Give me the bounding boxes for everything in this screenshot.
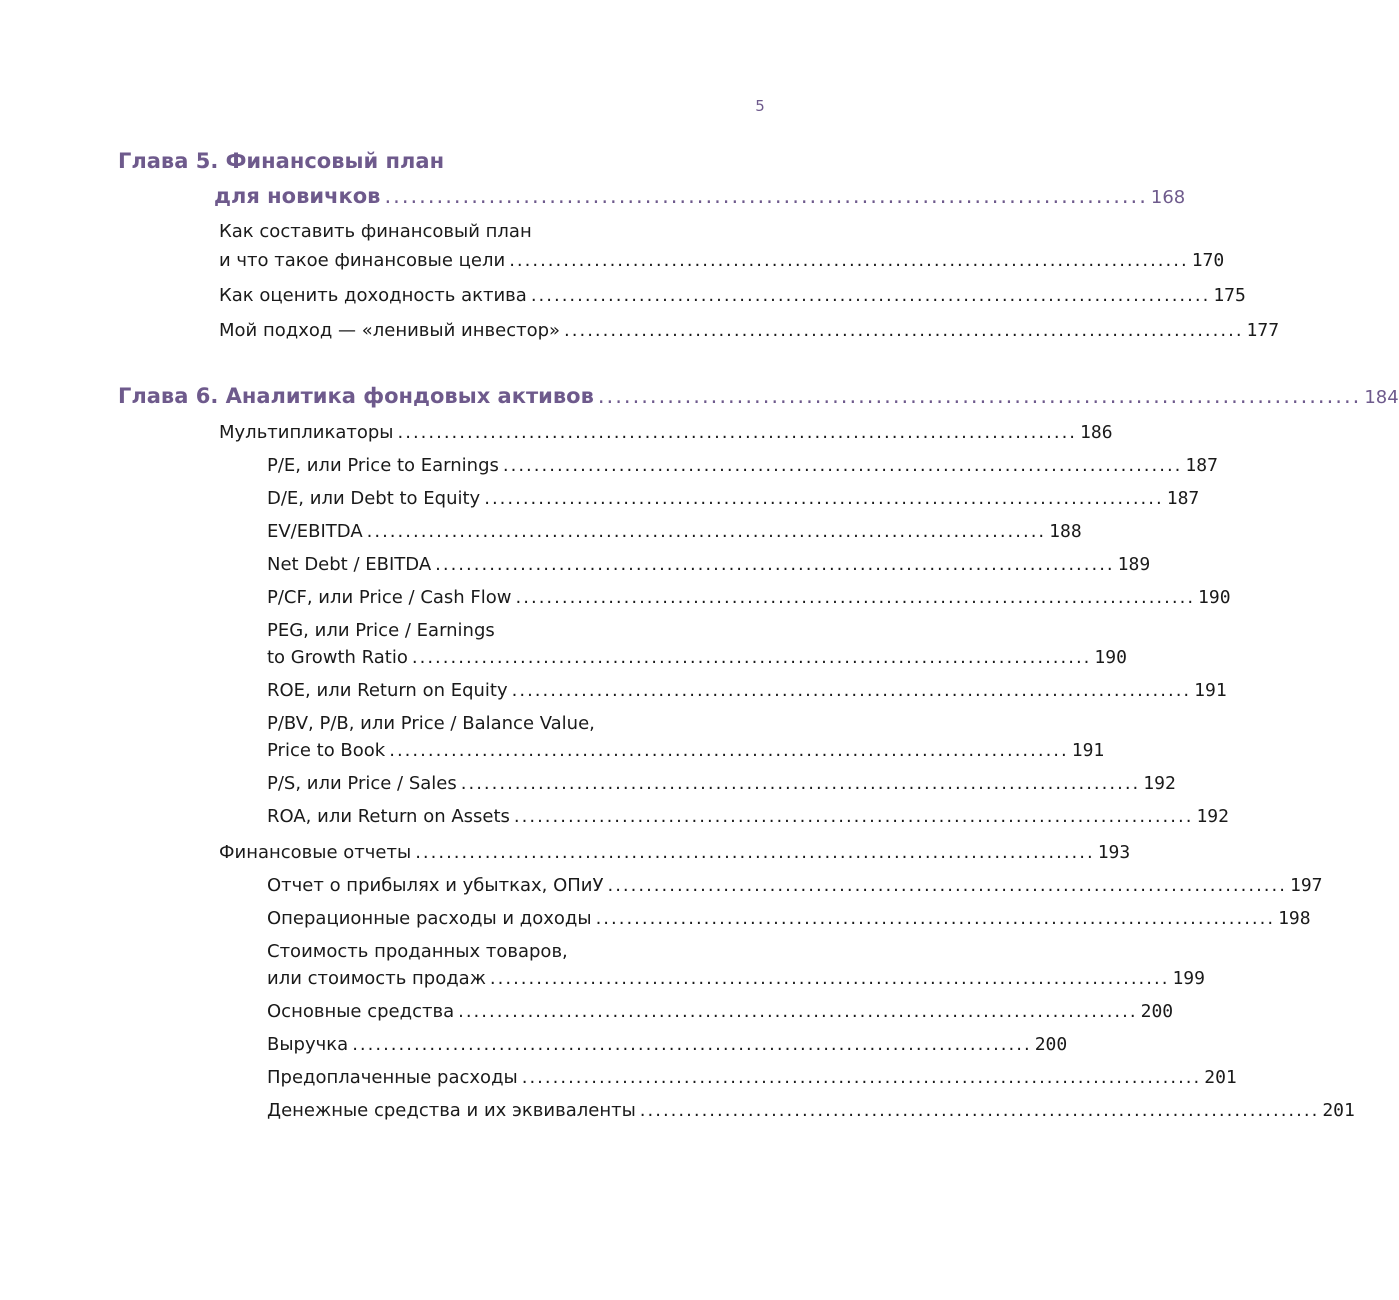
toc-entry-label: PEG, или Price / Earnings — [267, 620, 495, 641]
page-ref: 177 — [1246, 320, 1280, 341]
toc-entry-label: Операционные расходы и доходы — [267, 908, 592, 929]
toc-entry[interactable] — [267, 1067, 1237, 1089]
toc-entry[interactable] — [267, 647, 1127, 669]
toc-chapter-entry[interactable] — [214, 184, 1186, 209]
toc-entry[interactable] — [267, 587, 1231, 609]
toc-entry[interactable] — [267, 1034, 1068, 1056]
toc-entry-label: EV/EBITDA — [267, 521, 363, 542]
toc-chapter-entry[interactable] — [118, 384, 1399, 409]
toc-entry-label: Как составить финансовый план — [219, 221, 532, 242]
dot-leader: ........................................................................................ — [597, 384, 1362, 408]
toc-entry-label: Price to Book — [267, 740, 386, 761]
toc-entry-label: Денежные средства и их эквиваленты — [267, 1100, 636, 1121]
page-ref: 198 — [1278, 908, 1311, 929]
dot-leader: ........................................................................................ — [511, 680, 1192, 701]
toc-entry-label: D/E, или Debt to Equity — [267, 488, 481, 509]
toc-entry-label: Предоплаченные расходы — [267, 1067, 518, 1088]
toc-entry[interactable] — [267, 740, 1105, 762]
page-ref: 190 — [1094, 647, 1127, 668]
toc-entry-label: Net Debt / EBITDA — [267, 554, 432, 575]
toc-entry[interactable] — [219, 285, 1246, 307]
dot-leader: ........................................................................................ — [607, 875, 1287, 896]
dot-leader: ........................................................................................ — [366, 521, 1047, 542]
page-ref: 191 — [1194, 680, 1227, 701]
page-ref: 187 — [1166, 488, 1200, 509]
page-ref: 188 — [1049, 521, 1082, 542]
toc-entry-label: ROE, или Return on Equity — [267, 680, 508, 701]
page-ref: 193 — [1097, 842, 1131, 863]
page-ref: 199 — [1172, 968, 1205, 989]
page-ref: 201 — [1322, 1100, 1355, 1121]
dot-leader: ........................................................................................ — [489, 968, 1170, 989]
dot-leader: ........................................................................................ — [595, 908, 1276, 929]
dot-leader: ........................................................................................ — [513, 806, 1194, 827]
toc-entry-label: ROA, или Return on Assets — [267, 806, 510, 827]
page-ref: 197 — [1289, 875, 1323, 896]
dot-leader: ........................................................................................ — [530, 285, 1211, 306]
toc-entry-label: Как оценить доходность актива — [219, 285, 527, 306]
page-ref: 190 — [1198, 587, 1231, 608]
toc-entry-label: P/S, или Price / Sales — [267, 773, 457, 794]
page-ref: 189 — [1117, 554, 1151, 575]
page-ref: 184 — [1364, 387, 1399, 408]
chapter-title-continued: для новичков — [214, 184, 381, 208]
dot-leader: ........................................................................................ — [384, 184, 1148, 208]
toc-entry-label: Стоимость проданных товаров, — [267, 941, 568, 962]
toc-section-entry[interactable] — [219, 842, 1131, 864]
dot-leader: ........................................................................................ — [415, 842, 1095, 863]
dot-leader: ........................................................................................ — [502, 455, 1183, 476]
page-ref: 186 — [1080, 422, 1113, 443]
dot-leader: ........................................................................................ — [509, 250, 1189, 271]
toc-entry-label: P/E, или Price to Earnings — [267, 455, 499, 476]
chapter-title: Глава 5. Финансовый план — [118, 149, 445, 173]
toc-section-label: Мультипликаторы — [219, 422, 394, 443]
toc-entry[interactable] — [267, 488, 1200, 510]
dot-leader: ........................................................................................ — [484, 488, 1164, 509]
toc-entry-label: P/BV, P/B, или Price / Balance Value, — [267, 713, 595, 734]
page-number: 5 — [755, 97, 765, 115]
toc-entry[interactable] — [267, 455, 1218, 477]
toc-entry[interactable] — [267, 521, 1082, 543]
dot-leader: ........................................................................................ — [352, 1034, 1032, 1055]
dot-leader: ........................................................................................ — [521, 1067, 1202, 1088]
page-ref: 170 — [1191, 250, 1225, 271]
toc-entry[interactable] — [267, 554, 1151, 576]
toc-entry[interactable] — [267, 680, 1227, 702]
dot-leader: ........................................................................................ — [564, 320, 1244, 341]
toc-entry[interactable] — [267, 875, 1323, 897]
toc-entry[interactable] — [267, 1001, 1174, 1023]
page-ref: 187 — [1185, 455, 1218, 476]
dot-leader: ........................................................................................ — [458, 1001, 1138, 1022]
toc-entry[interactable] — [219, 250, 1225, 272]
page-ref: 200 — [1034, 1034, 1068, 1055]
toc-entry-label: Мой подход — «ленивый инвестор» — [219, 320, 561, 341]
toc-entry-label: P/CF, или Price / Cash Flow — [267, 587, 512, 608]
page-ref: 191 — [1071, 740, 1105, 761]
toc-entry-label: и что такое финансовые цели — [219, 250, 506, 271]
dot-leader: ........................................................................................ — [397, 422, 1078, 443]
dot-leader: ........................................................................................ — [639, 1100, 1320, 1121]
page-ref: 201 — [1204, 1067, 1237, 1088]
toc-entry[interactable] — [267, 773, 1176, 795]
dot-leader: ........................................................................................ — [389, 740, 1069, 761]
dot-leader: ........................................................................................ — [435, 554, 1115, 575]
page-ref: 192 — [1196, 806, 1229, 827]
dot-leader: ........................................................................................ — [411, 647, 1092, 668]
toc-entry[interactable] — [219, 320, 1280, 342]
toc-entry-label: Основные средства — [267, 1001, 455, 1022]
toc-entry-label: Выручка — [267, 1034, 349, 1055]
toc-entry-label: или стоимость продаж — [267, 968, 486, 989]
page-ref: 192 — [1143, 773, 1176, 794]
dot-leader: ........................................................................................ — [515, 587, 1196, 608]
toc-entry[interactable] — [267, 806, 1229, 828]
toc-section-label: Финансовые отчеты — [219, 842, 412, 863]
dot-leader: ........................................................................................ — [460, 773, 1141, 794]
page-ref: 168 — [1150, 187, 1186, 208]
toc-entry-label: to Growth Ratio — [267, 647, 408, 668]
page-ref: 175 — [1213, 285, 1246, 306]
toc-entry[interactable] — [267, 1100, 1355, 1122]
toc-entry[interactable] — [267, 908, 1311, 930]
chapter-title: Глава 6. Аналитика фондовых активов — [118, 384, 594, 408]
toc-entry-label: Отчет о прибылях и убытках, ОПиУ — [267, 875, 604, 896]
page-ref: 200 — [1140, 1001, 1174, 1022]
toc-entry[interactable] — [267, 968, 1205, 990]
toc-section-entry[interactable] — [219, 422, 1113, 444]
